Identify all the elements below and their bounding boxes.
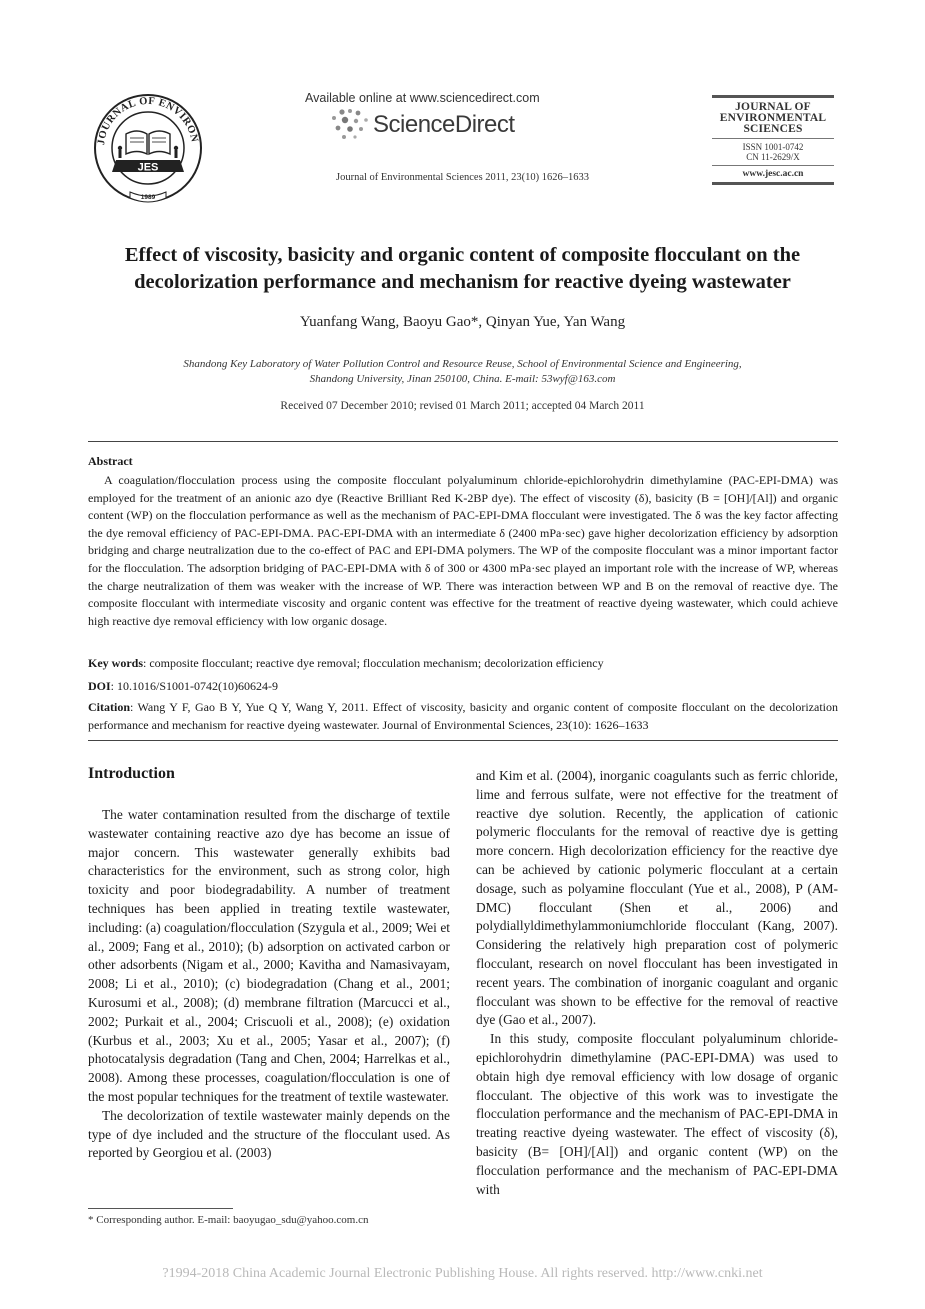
- masthead-name-2: ENVIRONMENTAL: [719, 112, 827, 124]
- received-dates: Received 07 December 2010; revised 01 March 2011; accepted 04 March 2011: [280, 400, 645, 412]
- right-paragraph-2: In this study, composite flocculant polyaluminum chloride-epichlorohydrin dimethylamine (PAC-EPI-DMA) was used to obtain high dye removal efficiency with low dosage of organic flocculant. The objective of this work was to investigate the flocculation performance and the mechanism of PAC-EPI-DMA in treating reactive dyeing wastewater. The effect of viscosity (δ), basicity (B= [OH]/[Al]) and organic content (WP) on the flocculation performance and the mechanism of PAC-EPI-DMA with: [476, 1031, 838, 1197]
- doi-line: [88, 678, 838, 696]
- right-paragraph-1: and Kim et al. (2004), inorganic coagulants such as ferric chloride, lime and ferrous sulfate, were not effective for the treatment of reactive dye solution. Recently, the application of cationic polymeric flocculants for the removal of reactive dye is getting more concern. High decolorization efficiency for the reactive dye can be achieved by cationic polymeric flocculant at a certain dosage, such as polyamine flocculant (Yue et al., 2008), P (AM-DMC) flocculant (Shen et al., 2006) and polydiallyldimethylammoniumchloride flocculant (Kang, 2007). Considering the relatively high preparation cost of polymeric flocculant, research on novel flocculant has been investigated in recent years. The combination of inorganic coagulant and organic flocculant was shown to be effective for the removal of reactive dye (Gao et al., 2007).: [476, 768, 838, 1028]
- footnote-rule: [88, 1208, 233, 1209]
- left-paragraph-2: The decolorization of textile wastewater mainly depends on the type of dye included and the structure of the flocculant used. As reported by Georgiou et al. (2003): [88, 1107, 450, 1161]
- citation-line: [88, 699, 838, 734]
- section-heading-introduction: Introduction: [88, 765, 175, 782]
- journal-citation-line: Journal of Environmental Sciences 2011, 23(10) 1626–1633: [335, 172, 590, 183]
- abstract-body: A coagulation/flocculation process using the composite flocculant polyaluminum chloride-epichlorohydrin dimethylamine (PAC-EPI-DMA) was employed for the treatment of an anionic azo dye (Reactive Brilliant Red K-2BP dye). The effect of viscosity (δ), basicity (B = [OH]/[Al]) and organic content (WP) on the flocculation performance as well as the mechanism of PAC-EPI-DMA flocculant were investigated. The δ was the key factor affecting the dye removal efficiency of PAC-EPI-DMA. PAC-EPI-DMA with an intermediate δ (2400 mPa·sec) gave higher decolorization efficiency by adsorption bridging and charge neutralization due to the co-effect of PAC and EPI-DMA polymers. The WP of the composite flocculant was a minor important factor for the flocculation. The adsorption bridging of PAC-EPI-DMA with δ of 300 or 4300 mPa·sec played an important role with the increase of WP, whereas the charge neutralization of them was weaker with the increase of WP. There was interaction between WP and B on the removal of reactive dye. The composite flocculant with intermediate viscosity and organic content was effective for the treatment of reactive dyeing wastewater, which could achieve high reactive dye removal efficiency with low organic dosage.: [88, 473, 838, 628]
- journal-logo: [92, 88, 204, 208]
- masthead-rule: [712, 95, 834, 98]
- sciencedirect-logo[interactable]: ScienceDirect: [373, 111, 515, 138]
- article-title: [60, 242, 865, 296]
- corresponding-author-footnote: * Corresponding author. E-mail: baoyugao_sdu@yahoo.com.cn: [88, 1214, 369, 1226]
- divider-bottom: [88, 740, 838, 741]
- citation-label: Citation: [88, 700, 130, 714]
- masthead-rule: [712, 138, 834, 139]
- keywords-value: : composite flocculant; reactive dye removal; flocculation mechanism; decolorization efficiency: [143, 656, 604, 670]
- affiliation: [100, 357, 825, 387]
- logo-jes-text: JES: [137, 161, 159, 174]
- masthead-name-1: JOURNAL OF: [735, 101, 811, 113]
- doi-value[interactable]: : 10.1016/S1001-0742(10)60624-9: [110, 679, 278, 693]
- masthead-rule: [712, 182, 834, 185]
- masthead-rule: [712, 165, 834, 166]
- left-paragraph-1: The water contamination resulted from the discharge of textile wastewater containing reactive azo dye has become an issue of major concern. This wastewater generally exhibits bad characteristics for the environment, such as strong color, high toxicity and poor biodegradability. A number of treatment techniques has been applied in treating textile wastewater, including: (a) coagulation/flocculation (Szygula et al., 2009; Wei et al., 2009; Fang et al., 2010); (b) adsorption on activated carbon or other adsorbents (Nigam et al., 2000; Kavitha and Namasivayam, 2008; Li et al., 2010); (c) biodegradation (Chang et al., 2001; Kurosumi et al., 2008); (d) membrane filtration (Marcucci et al., 2002; Purkait et al., 2004; Criscuoli et al., 2008); (e) oxidation (Kurbus et al., 2003; Xu et al., 2005; Yasar et al., 2007); (f) photocatalysis degradation (Tang and Chen, 2004; Harrelkas et al., 2008). Among these processes, coagulation/flocculation is one of the most popular techniques for the treatment of textile wastewater.: [88, 807, 450, 1104]
- citation-value: : Wang Y F, Gao B Y, Yue Q Y, Wang Y, 2011. Effect of viscosity, basicity and organic content of composite flocculant on the decolorization performance and mechanism for reactive dyeing wastewater. Journal of Environmental Sciences, 23(10): 1626–1633: [88, 700, 838, 732]
- sciencedirect-availability[interactable]: Available online at www.sciencedirect.com: [305, 91, 540, 105]
- masthead-issn: ISSN 1001-0742: [742, 142, 804, 152]
- right-column: [476, 767, 838, 1199]
- jes-seal-icon: [92, 88, 204, 208]
- masthead-name-3: SCIENCES: [743, 123, 803, 135]
- logo-ring-text: JOURNAL OF ENVIRON: [96, 95, 200, 146]
- sciencedirect-dots-icon: [328, 108, 372, 142]
- title-line-2: decolorization performance and mechanism for reactive dyeing wastewater: [134, 271, 791, 293]
- abstract-heading: Abstract: [88, 454, 133, 468]
- logo-year: 1989: [140, 194, 156, 201]
- affiliation-line-2: Shandong University, Jinan 250100, China. E-mail: 53wyf@163.com: [309, 373, 616, 385]
- keywords-line: [88, 655, 838, 673]
- masthead-url[interactable]: www.jesc.ac.cn: [742, 169, 804, 179]
- jes-masthead: [712, 95, 834, 190]
- divider-top: [88, 441, 838, 442]
- doi-label: DOI: [88, 679, 111, 693]
- left-column: [88, 806, 450, 1163]
- masthead-cn: CN 11-2629/X: [746, 152, 800, 162]
- keywords-label: Key words: [88, 656, 143, 670]
- affiliation-line-1: Shandong Key Laboratory of Water Pollution Control and Resource Reuse, School of Environmental Science and Engineering,: [183, 358, 742, 370]
- author-list: Yuanfang Wang, Baoyu Gao*, Qinyan Yue, Yan Wang: [299, 314, 626, 330]
- abstract-text: [88, 472, 838, 630]
- copyright-watermark: ?1994-2018 China Academic Journal Electronic Publishing House. All rights reserved. http://www.cnki.net: [162, 1266, 763, 1281]
- title-line-1: Effect of viscosity, basicity and organic content of composite flocculant on the: [124, 244, 801, 266]
